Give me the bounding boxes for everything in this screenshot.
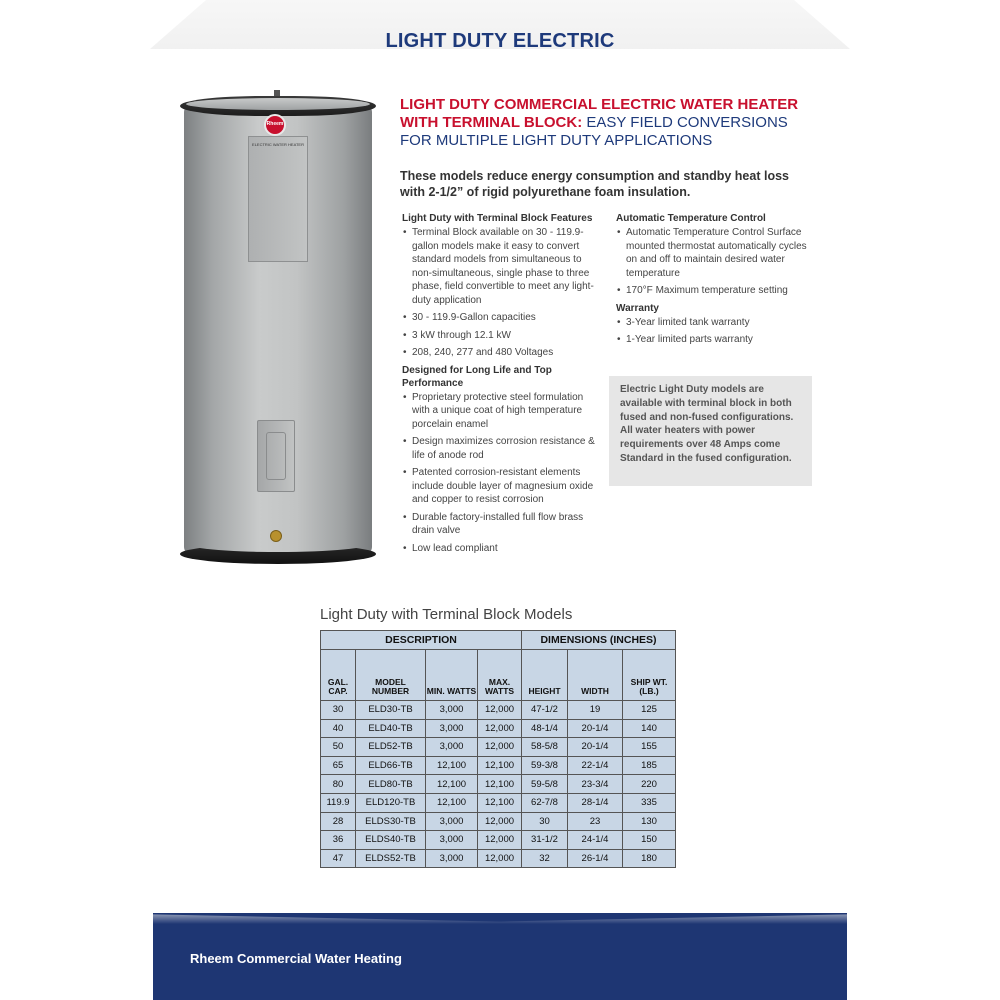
column-header: MIN. WATTS	[426, 650, 478, 701]
table-cell: 12,100	[426, 775, 478, 794]
table-cell: 130	[623, 812, 676, 831]
table-row	[321, 793, 676, 812]
table-cell: 220	[623, 775, 676, 794]
table-cell: 3,000	[426, 738, 478, 757]
table-cell: ELDS52-TB	[356, 849, 426, 868]
table-row	[321, 701, 676, 720]
table-cell: 12,000	[478, 719, 522, 738]
drain-valve	[270, 530, 282, 542]
table-cell: ELD120-TB	[356, 793, 426, 812]
dimensions-group-header: DIMENSIONS (INCHES)	[522, 631, 676, 650]
table-row	[321, 756, 676, 775]
table-cell: 32	[522, 849, 568, 868]
table-cell: 59-5/8	[522, 775, 568, 794]
table-cell: 3,000	[426, 719, 478, 738]
headline-primary: LIGHT DUTY COMMERCIAL ELECTRIC WATER HEATER WITH TERMINAL BLOCK:	[400, 96, 799, 131]
list-item: • Proprietary protective steel formulation with a unique coat of high temperature porcelain enamel	[412, 391, 598, 432]
table-cell: 185	[623, 756, 676, 775]
table-cell: 12,100	[478, 793, 522, 812]
table-cell: ELD40-TB	[356, 719, 426, 738]
table-cell: 119.9	[321, 793, 356, 812]
list-item: • 30 - 119.9-Gallon capacities	[412, 311, 598, 325]
intro-text: These models reduce energy consumption and standby heat loss with 2-1/2” of rigid polyurethane foam insulation.	[400, 169, 789, 199]
table-cell: ELDS40-TB	[356, 831, 426, 850]
table-cell: 80	[321, 775, 356, 794]
table-cell: 20-1/4	[568, 719, 623, 738]
performance-heading: Designed for Long Life and Top Performance	[402, 364, 552, 389]
models-table	[320, 630, 676, 868]
headline	[400, 96, 820, 150]
table-cell: 30	[321, 701, 356, 720]
column-header: GAL. CAP.	[321, 650, 356, 701]
column-header: MODEL NUMBER	[356, 650, 426, 701]
warranty-list	[616, 316, 816, 347]
table-cell: ELD30-TB	[356, 701, 426, 720]
table-cell: ELD66-TB	[356, 756, 426, 775]
features-list	[402, 226, 598, 360]
table-cell: 20-1/4	[568, 738, 623, 757]
table-cell: 31-1/2	[522, 831, 568, 850]
table-cell: 48-1/4	[522, 719, 568, 738]
table-cell: ELD52-TB	[356, 738, 426, 757]
performance-list	[402, 391, 598, 556]
table-cell: 65	[321, 756, 356, 775]
table-title: Light Duty with Terminal Block Models	[320, 606, 573, 623]
table-cell: 180	[623, 849, 676, 868]
column-header: HEIGHT	[522, 650, 568, 701]
column-header: WIDTH	[568, 650, 623, 701]
list-item: • 170°F Maximum temperature setting	[626, 284, 816, 298]
table-row	[321, 849, 676, 868]
table-cell: ELD80-TB	[356, 775, 426, 794]
table-cell: 47	[321, 849, 356, 868]
list-item: • 3 kW through 12.1 kW	[412, 329, 598, 343]
table-cell: 28-1/4	[568, 793, 623, 812]
list-item: • Automatic Temperature Control Surface mounted thermostat automatically cycles on and off to maintain desired water temperature	[626, 226, 816, 280]
note-text: Electric Light Duty models are available with terminal block in both fused and non-fused configurations. All water heaters with power requirements over 48 Amps come Standard in the fused configuration.	[620, 384, 794, 464]
table-row	[321, 719, 676, 738]
table-cell: 335	[623, 793, 676, 812]
table-cell: 3,000	[426, 812, 478, 831]
list-item: • Low lead compliant	[412, 542, 598, 556]
table-cell: 30	[522, 812, 568, 831]
tank-top-cap	[186, 98, 370, 110]
list-item: • 208, 240, 277 and 480 Voltages	[412, 346, 598, 360]
column-header: SHIP WT. (LB.)	[623, 650, 676, 701]
table-cell: 40	[321, 719, 356, 738]
table-cell: 36	[321, 831, 356, 850]
list-item: • Design maximizes corrosion resistance & life of anode rod	[412, 435, 598, 462]
list-item: • 3-Year limited tank warranty	[626, 316, 816, 330]
table-cell: 12,000	[478, 849, 522, 868]
list-item: • Terminal Block available on 30 - 119.9-gallon models make it easy to convert standard models from simultaneous to non-simultaneous, single phase to three phase, field convertible to meet any light-duty application	[412, 226, 598, 307]
features-column	[402, 212, 598, 559]
table-row	[321, 812, 676, 831]
control-panel	[248, 136, 308, 262]
table-cell: 23-3/4	[568, 775, 623, 794]
table-cell: 24-1/4	[568, 831, 623, 850]
rheem-logo-text: Rheem	[266, 121, 284, 127]
table-cell: 12,100	[426, 756, 478, 775]
table-cell: 23	[568, 812, 623, 831]
temperature-list	[616, 226, 816, 298]
table-cell: 59-3/8	[522, 756, 568, 775]
table-cell: 47-1/2	[522, 701, 568, 720]
control-panel-label: ELECTRIC WATER HEATER	[252, 142, 304, 147]
footer-brand-text: Rheem Commercial Water Heating	[190, 951, 402, 966]
table-row	[321, 775, 676, 794]
description-group-header: DESCRIPTION	[321, 631, 522, 650]
features-heading: Light Duty with Terminal Block Features	[402, 213, 593, 224]
table-cell: 150	[623, 831, 676, 850]
list-item: • Durable factory-installed full flow brass drain valve	[412, 511, 598, 538]
table-cell: 140	[623, 719, 676, 738]
page-title: LIGHT DUTY ELECTRIC	[385, 30, 615, 52]
table-cell: 26-1/4	[568, 849, 623, 868]
table-cell: 50	[321, 738, 356, 757]
table-cell: 12,000	[478, 812, 522, 831]
table-cell: 3,000	[426, 849, 478, 868]
controls-column	[616, 212, 816, 351]
column-header: MAX. WATTS	[478, 650, 522, 701]
table-cell: 28	[321, 812, 356, 831]
table-cell: ELDS30-TB	[356, 812, 426, 831]
table-cell: 12,100	[478, 756, 522, 775]
temperature-heading: Automatic Temperature Control	[616, 213, 766, 224]
table-cell: 3,000	[426, 701, 478, 720]
list-item: • Patented corrosion-resistant elements include double layer of magnesium oxide and copper to resist corrosion	[412, 466, 598, 507]
table-cell: 3,000	[426, 831, 478, 850]
table-cell: 62-7/8	[522, 793, 568, 812]
table-cell: 19	[568, 701, 623, 720]
table-row	[321, 738, 676, 757]
table-cell: 22-1/4	[568, 756, 623, 775]
access-cover-inset	[266, 432, 286, 480]
warranty-heading: Warranty	[616, 302, 659, 314]
table-cell: 155	[623, 738, 676, 757]
list-item: • 1-Year limited parts warranty	[626, 333, 816, 347]
table-cell: 12,100	[426, 793, 478, 812]
table-cell: 12,000	[478, 701, 522, 720]
table-cell: 125	[623, 701, 676, 720]
table-cell: 12,000	[478, 831, 522, 850]
table-row	[321, 831, 676, 850]
headline-secondary: EASY FIELD CONVERSIONS FOR MULTIPLE LIGHT DUTY APPLICATIONS	[400, 114, 788, 149]
table-cell: 12,100	[478, 775, 522, 794]
table-cell: 58-5/8	[522, 738, 568, 757]
table-cell: 12,000	[478, 738, 522, 757]
